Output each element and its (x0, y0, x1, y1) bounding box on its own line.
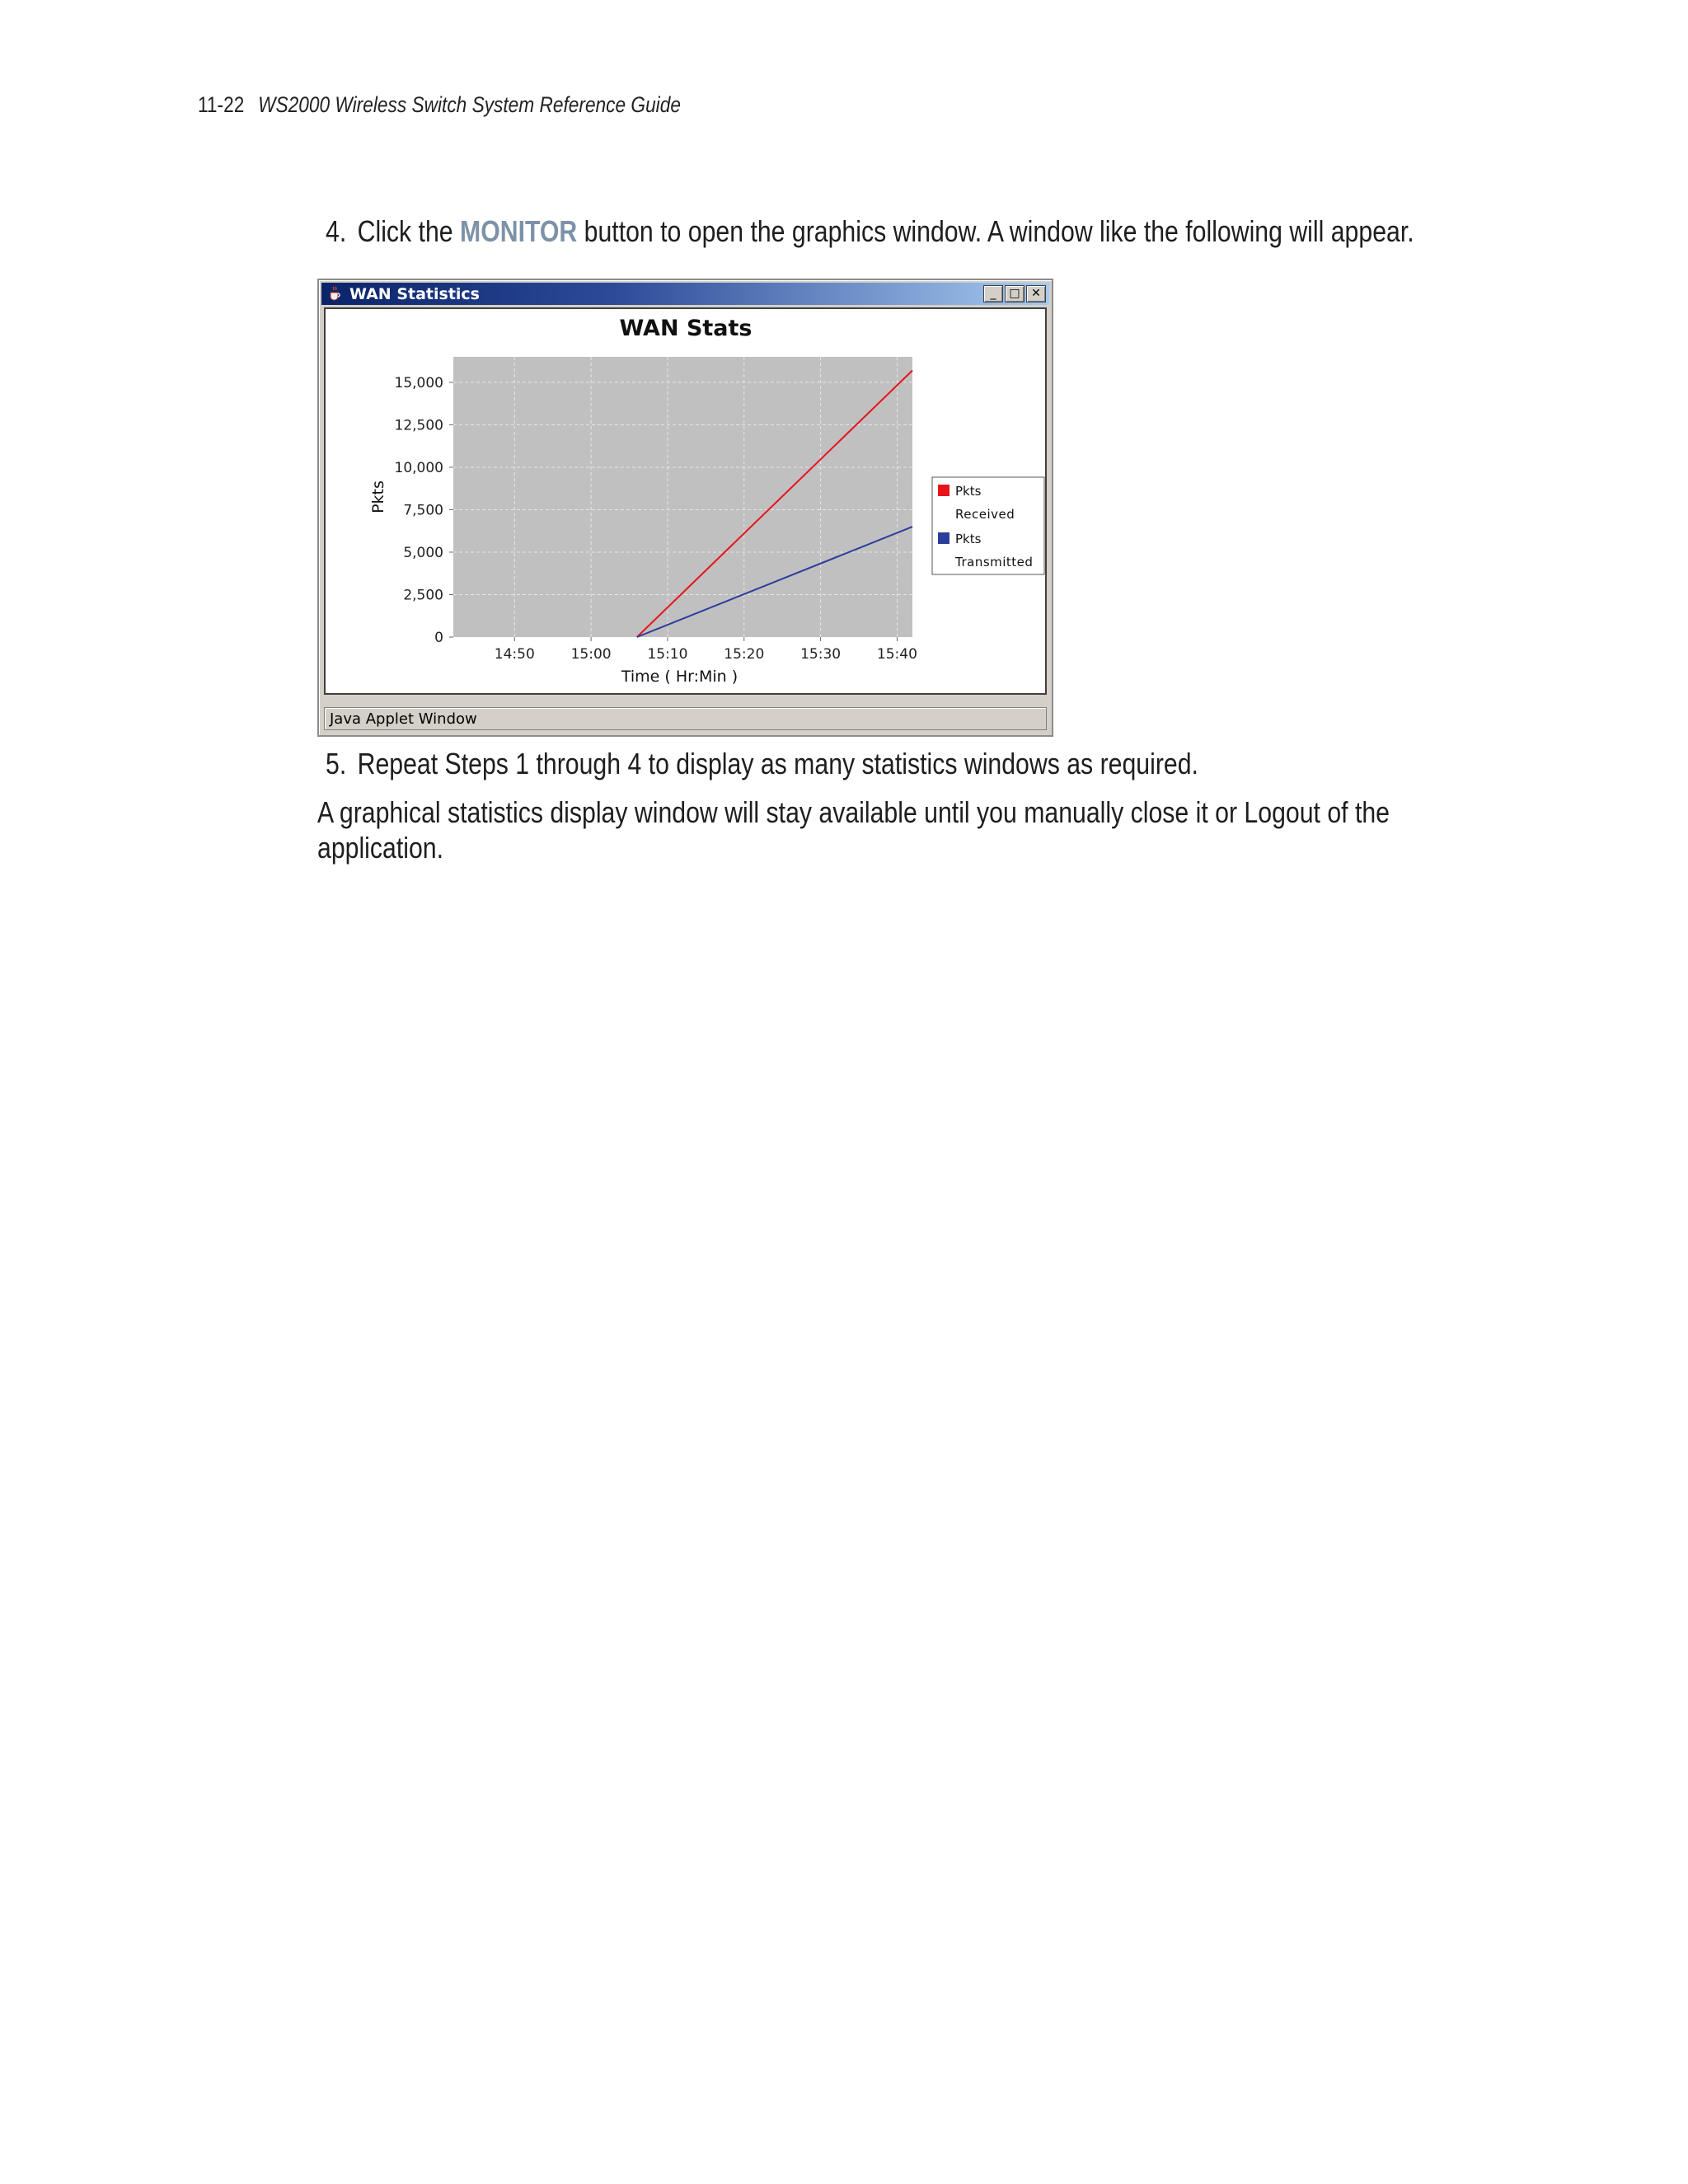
x-tick-label: 15:40 (876, 646, 917, 663)
wan-stats-chart (326, 309, 1045, 693)
x-tick-label: 15:00 (570, 646, 612, 663)
y-tick-label: 12,500 (394, 417, 443, 434)
step-5 (326, 747, 1198, 781)
legend-swatch (938, 485, 950, 496)
page-number: 11-22 (198, 92, 245, 117)
y-tick-label: 5,000 (403, 544, 443, 561)
page-header (198, 92, 681, 118)
status-bar (324, 707, 1047, 730)
x-tick-label: 15:20 (724, 646, 765, 663)
y-tick-label: 10,000 (394, 459, 443, 476)
legend-label: Transmitted (955, 555, 1034, 569)
y-tick-label: 2,500 (403, 587, 443, 604)
step-5-number: 5. (326, 747, 347, 780)
close-button[interactable]: ✕ (1026, 285, 1046, 302)
y-tick-label: 7,500 (403, 502, 443, 519)
java-cup-icon (326, 285, 343, 302)
legend-swatch (938, 532, 950, 544)
step-4-number: 4. (326, 214, 347, 248)
x-tick-label: 15:10 (647, 646, 688, 663)
window-titlebar[interactable] (321, 283, 1049, 305)
guide-title: WS2000 Wireless Switch System Reference Guide (258, 92, 681, 117)
legend-label: Pkts (955, 532, 982, 546)
status-text: Java Applet Window (330, 710, 477, 728)
window-title: WAN Statistics (349, 285, 480, 303)
closing-paragraph-line-1: A graphical statistics display window will stay available until you manually close it or Logout of the (317, 795, 1390, 829)
maximize-button[interactable]: □ (1005, 285, 1025, 302)
chart-panel (324, 307, 1047, 695)
chart-title: WAN Stats (619, 316, 753, 341)
y-axis-label: Pkts (369, 480, 387, 513)
y-tick-label: 15,000 (394, 374, 443, 391)
monitor-keyword: MONITOR (460, 214, 578, 248)
x-axis-ticks (495, 637, 917, 663)
x-tick-label: 14:50 (494, 646, 535, 663)
y-tick-label: 0 (434, 630, 443, 646)
legend-label: Pkts (955, 484, 982, 499)
chart-legend (932, 477, 1044, 574)
plot-area (453, 357, 912, 637)
closing-paragraph-line-2: application. (317, 831, 443, 865)
step-4-text-after: button to open the graphics window. A window like the following will appear. (584, 214, 1414, 248)
x-axis-label: Time ( Hr:Min ) (621, 668, 738, 686)
step-5-text: Repeat Steps 1 through 4 to display as many statistics windows as required. (357, 747, 1198, 780)
legend-label: Received (955, 507, 1015, 522)
wan-statistics-window (317, 279, 1053, 737)
y-axis-ticks (395, 375, 453, 646)
step-4 (326, 214, 1414, 249)
step-4-text-before: Click the (357, 214, 453, 248)
x-tick-label: 15:30 (800, 646, 842, 663)
minimize-button[interactable]: _ (983, 285, 1003, 302)
